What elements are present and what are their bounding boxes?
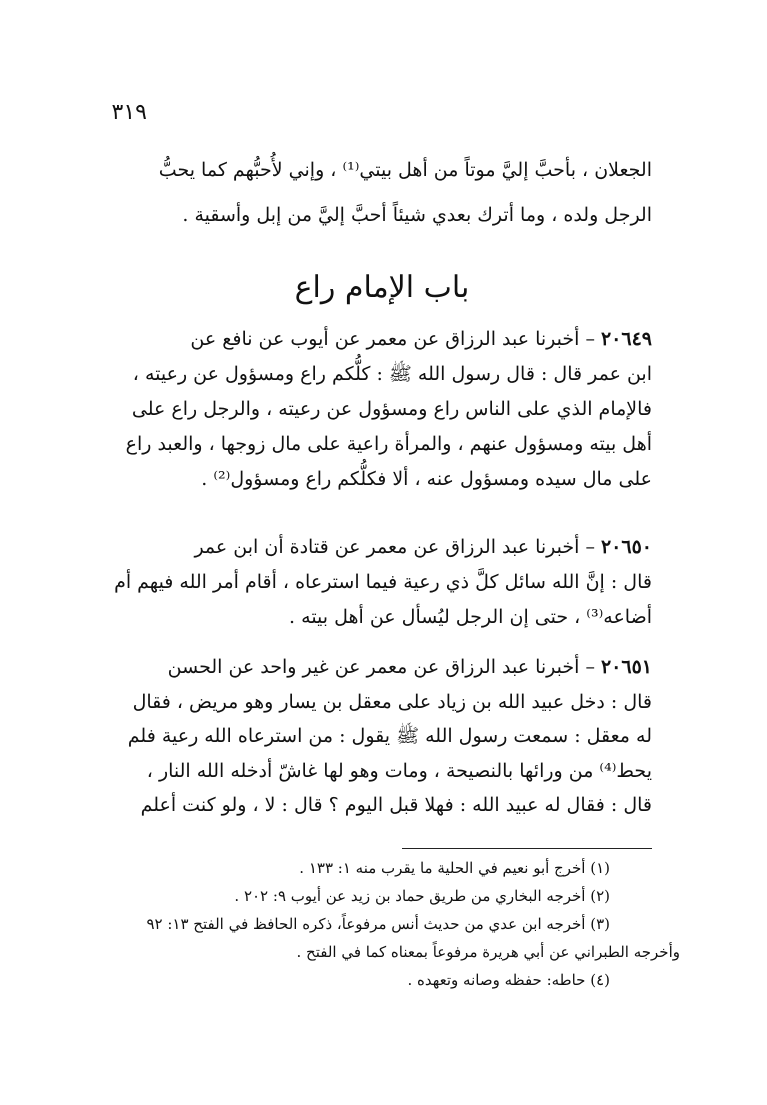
- hadith-line: [112, 322, 652, 357]
- hadith-line: قال : دخل عبيد الله بن زياد على معقل بن يسار وهو مريض ، فقال: [132, 690, 652, 713]
- hadith-line: [112, 530, 652, 565]
- footnote-4: (٤) حاطه: حفظه وصانه وتعهده .: [407, 971, 610, 989]
- intro-line: الجعلان ، بأحبَّ إليَّ موتاً من أهل بيتي⁽¹⁾ ، وإني لأُحبُّهم كما يحبُّ: [158, 159, 652, 181]
- hadith-20650: [112, 530, 652, 635]
- hadith-line: يحط⁽⁴⁾ من ورائها بالنصيحة ، ومات وهو لها غاشّ أدخله الله النار ،: [146, 759, 652, 782]
- footnote-3: (٣) أخرجه ابن عدي من حديث أنس مرفوعاً، ذكره الحافظ في الفتح ١٣: ٩٢: [146, 915, 610, 933]
- hadith-line-text: – أخبرنا عبد الرزاق عن معمر عن قتادة أن ابن عمر: [194, 536, 595, 558]
- chapter-title: باب الإمام راع: [294, 270, 470, 305]
- hadith-line-text: – أخبرنا عبد الرزاق عن معمر عن غير واحد عن الحسن: [167, 656, 595, 678]
- footnote-separator: [402, 848, 652, 849]
- hadith-line: فالإمام الذي على الناس راع ومسؤول عن رعيته ، والرجل راع على: [131, 398, 652, 420]
- intro-paragraph: [112, 148, 652, 238]
- hadith-line: على مال سيده ومسؤول عنه ، ألا فكلُّكم راع ومسؤول⁽²⁾ .: [201, 468, 652, 490]
- hadith-20651: [112, 650, 652, 823]
- footnote-1: (١) أخرج أبو نعيم في الحلية ما يقرب منه ١: ١٣٣ .: [299, 859, 610, 877]
- footnotes: [110, 854, 680, 994]
- hadith-line: قال : إنَّ الله سائل كلَّ ذي رعية فيما استرعاه ، أقام أمر الله فيهم أم: [114, 571, 652, 593]
- hadith-line: [112, 650, 652, 685]
- hadith-line: ابن عمر قال : قال رسول الله ﷺ : كلُّكم راع ومسؤول عن رعيته ،: [132, 363, 652, 385]
- hadith-number: ٢٠٦٥١: [600, 656, 652, 678]
- hadith-line-text: – أخبرنا عبد الرزاق عن معمر عن أيوب عن نافع عن: [190, 328, 595, 350]
- hadith-number: ٢٠٦٥٠: [600, 536, 652, 558]
- hadith-number: ٢٠٦٤٩: [600, 328, 652, 350]
- hadith-line: قال : فقال له عبيد الله : فهلا قبل اليوم ؟ قال : لا ، ولو كنت أعلم: [140, 794, 652, 816]
- hadith-20649: [112, 322, 652, 497]
- intro-line: الرجل ولده ، وما أترك بعدي شيئاً أحبَّ إليَّ من إبل وأسقية .: [182, 204, 652, 226]
- footnote-3-continued: وأخرجه الطبراني عن أبي هريرة مرفوعاً بمعناه كما في الفتح .: [296, 943, 680, 961]
- hadith-line: أضاعه⁽³⁾ ، حتى إن الرجل ليُسأل عن أهل بيته .: [289, 606, 652, 628]
- hadith-line: أهل بيته ومسؤول عنهم ، والمرأة راعية على مال زوجها ، والعبد راع: [125, 433, 652, 455]
- hadith-line: له معقل : سمعت رسول الله ﷺ يقول : من استرعاه الله رعية فلم: [127, 725, 652, 747]
- page-number: ٣١٩: [111, 100, 147, 125]
- footnote-2: (٢) أخرجه البخاري من طريق حماد بن زيد عن أيوب ٩: ٢٠٢ .: [234, 887, 610, 905]
